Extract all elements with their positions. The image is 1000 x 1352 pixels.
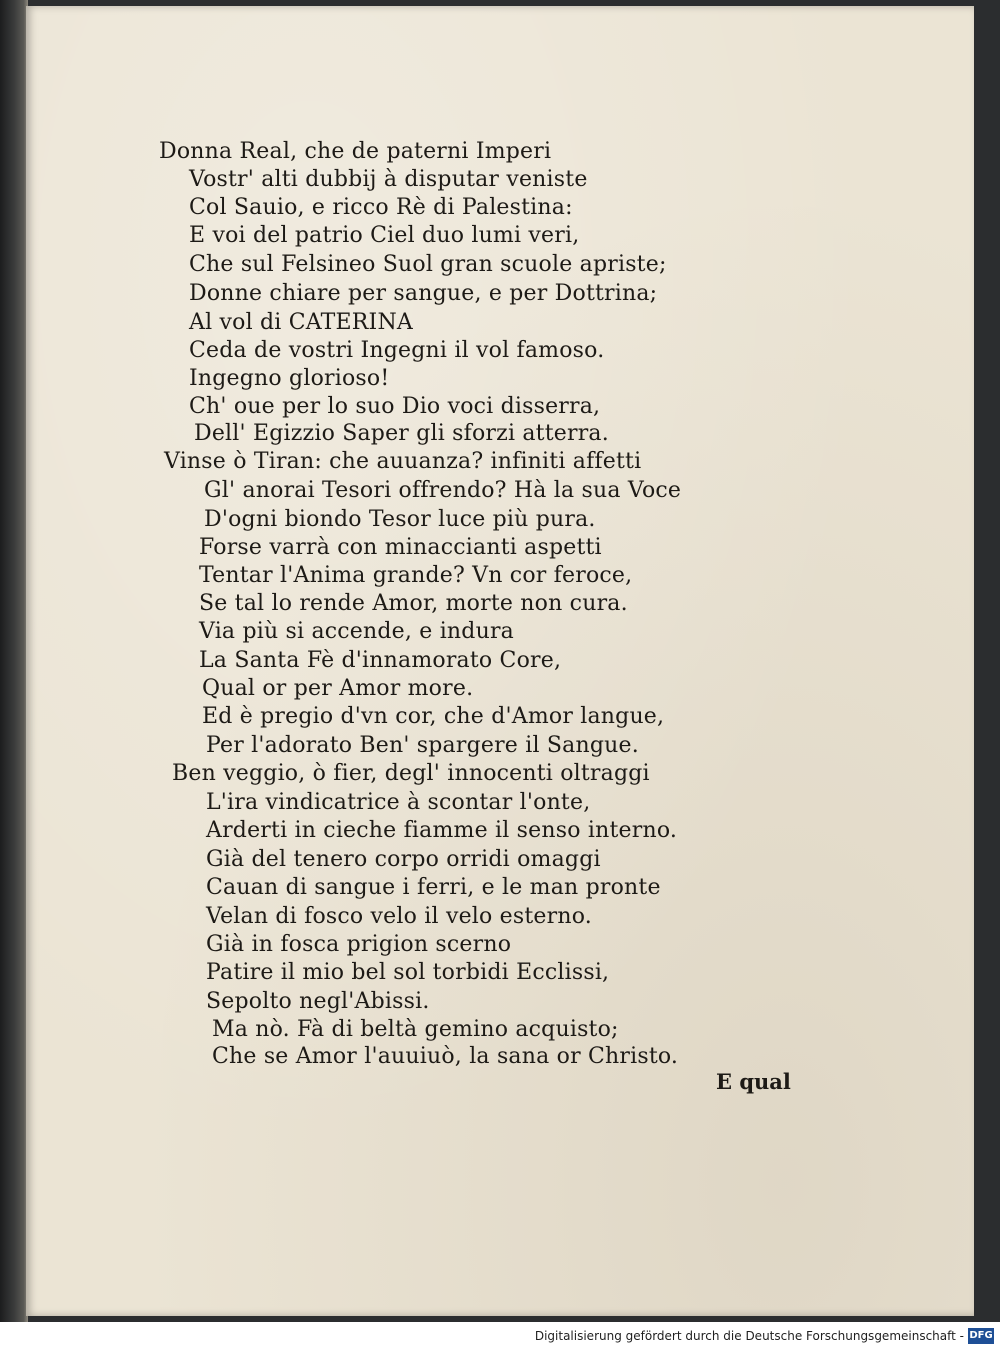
poem-line: E voi del patrio Ciel duo lumi veri, [189,223,580,248]
poem-line: Vinse ò Tiran: che auuanza? infiniti affetti [164,449,642,474]
poem-line: Che sul Felsineo Suol gran scuole apriste; [189,252,667,277]
footer-bar [0,1322,1000,1352]
book-spine-edge [0,0,28,1322]
poem-line: D'ogni biondo Tesor luce più pura. [204,507,596,532]
poem-line: Per l'adorato Ben' spargere il Sangue. [206,733,639,758]
poem-line: La Santa Fè d'innamorato Core, [199,648,562,673]
book-page [26,6,974,1316]
poem-line: Arderti in cieche fiamme il senso interno. [206,818,678,843]
poem-line: Che se Amor l'auuiuò, la sana or Christo. [212,1044,679,1069]
poem-line: L'ira vindicatrice à scontar l'onte, [206,790,591,815]
poem-line: Ceda de vostri Ingegni il vol famoso. [189,338,605,363]
poem-line: Cauan di sangue i ferri, e le man pronte [206,875,661,900]
poem-line: Ma nò. Fà di beltà gemino acquisto; [212,1017,619,1042]
poem-text [26,6,974,1316]
poem-line: Donne chiare per sangue, e per Dottrina; [189,281,658,306]
poem-line: Se tal lo rende Amor, morte non cura. [199,591,628,616]
poem-line: Qual or per Amor more. [202,676,474,701]
poem-line: Dell' Egizzio Saper gli sforzi atterra. [194,421,609,446]
poem-line: Tentar l'Anima grande? Vn cor feroce, [199,563,633,588]
poem-line: Forse varrà con minaccianti aspetti [199,535,602,560]
poem-line: Patire il mio bel sol torbidi Ecclissi, [206,960,610,985]
poem-line: Già in fosca prigion scerno [206,932,512,957]
poem-line: Al vol di CATERINA [189,310,413,335]
catchword: E qual [716,1069,791,1094]
poem-line: Donna Real, che de paterni Imperi [159,139,552,164]
poem-line: Via più si accende, e indura [199,619,514,644]
poem-line: Già del tenero corpo orridi omaggi [206,847,601,872]
poem-line: Velan di fosco velo il velo esterno. [206,904,592,929]
dfg-logo-icon: DFG [968,1328,994,1344]
poem-line: Ch' oue per lo suo Dio voci disserra, [189,394,601,419]
poem-line: Sepolto negl'Abissi. [206,989,430,1014]
funding-notice: Digitalisierung gefördert durch die Deutsche Forschungsgemeinschaft - [534,1329,964,1343]
poem-line: Vostr' alti dubbij à disputar veniste [189,167,588,192]
poem-line: Ben veggio, ò fier, degl' innocenti oltraggi [172,761,650,786]
poem-line: Gl' anorai Tesori offrendo? Hà la sua Voce [204,478,682,503]
poem-line: Col Sauio, e ricco Rè di Palestina: [189,195,573,220]
poem-line: Ingegno glorioso! [189,366,390,391]
poem-line: Ed è pregio d'vn cor, che d'Amor langue, [202,704,665,729]
